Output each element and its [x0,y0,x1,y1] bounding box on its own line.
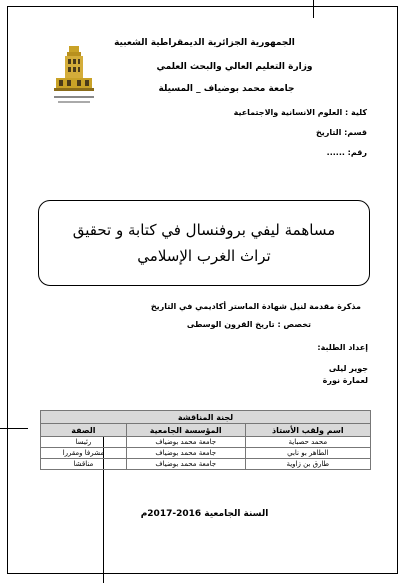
republic-line: الجمهورية الجزائرية الديمقراطية الشعبية [114,38,295,48]
crop-mark-left [0,428,28,429]
column-header: الصفة [41,424,127,437]
thesis-title: مساهمة ليفي بروفنسال في كتابة و تحقيق تراث الغرب الإسلامي [72,221,336,265]
faculty-line: كلية : العلوم الانسانية والاجتماعية [233,108,367,117]
student-name: لعمارة نورة [322,376,368,385]
ministry-line: وزارة التعليم العالي والبحث العلمي [156,62,313,72]
table-cell: جامعة محمد بوضياف [126,437,245,448]
column-header: اسم ولقب الأستاذ [245,424,370,437]
university-logo-icon [52,44,96,108]
table-cell: مشرفا ومقررا [41,448,127,459]
student-name: جوير ليلى [328,364,368,373]
table-cell: جامعة محمد بوضياف [126,459,245,470]
memo-line: مذكرة مقدمة لنيل شهادة الماستر أكاديمي في التاريخ [150,302,361,311]
table-row [41,459,371,470]
number-line: رقم: ...... [326,148,367,157]
academic-year: السنة الجامعية 2016-2017م [140,509,269,519]
prepared-by-label: إعداد الطلبة: [317,343,368,352]
table-cell: طارق بن زاوية [245,459,370,470]
table-cell: مناقشا [41,459,127,470]
committee-table [40,410,371,470]
specialty-line: تخصص : تاريخ القرون الوسطى [186,320,311,329]
university-line: جامعة محمد بوضياف _ المسيلة [158,84,295,94]
table-cell: جامعة محمد بوضياف [126,448,245,459]
table-row [41,437,371,448]
table-cell: الطاهر بو نابي [245,448,370,459]
column-header: المؤسسة الجامعية [126,424,245,437]
crop-mark-top [313,0,314,18]
table-row [41,448,371,459]
department-line: قسم: التاريخ [315,128,367,137]
table-cell: رئيسا [41,437,127,448]
committee-caption: لجنة المناقشة [41,411,371,424]
thesis-title-box [38,200,370,286]
table-cell: محمد حصباية [245,437,370,448]
